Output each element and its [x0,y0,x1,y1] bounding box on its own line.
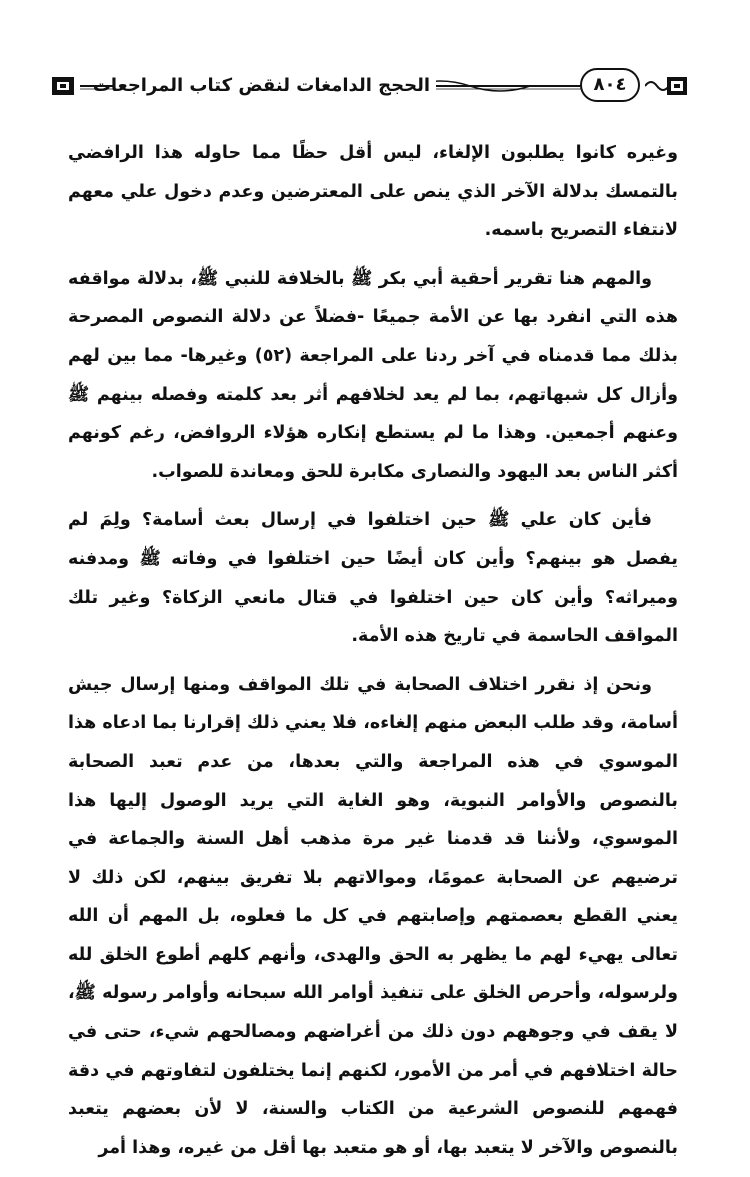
page-body [68,134,678,1177]
paragraph: وغيره كانوا يطلبون الإلغاء، ليس أقل حظًا مما حاوله هذا الرافضي بالتمسك بدلالة الآخر الذي ينص على المعترضين وعدم دخول علي معهم لانتفاء التصريح باسمه. [68,143,678,241]
running-header [50,64,690,108]
paragraph: والمهم هنا تقرير أحقية أبي بكر ﷺ بالخلافة للنبي ﷺ، بدلالة مواقفه هذه التي انفرد بها عن الأمة جميعًا -فضلاً عن دلالة النصوص المصرحة بذلك مما قدمناه في آخر ردنا على المراجعة (٥٢) وغيرها- مما بين لهم وأزال كل شبهاتهم، بما لم يعد لخلافهم أثر بعد كلمته وفصله بينهم ﷺ وعنهم أجمعين. وهذا ما لم يستطع إنكاره هؤلاء الروافض، رغم كونهم أكثر الناس بعد اليهود والنصارى مكابرة للحق ومعاندة للصواب. [68,268,678,482]
right-ornament-icon [645,74,690,98]
paragraph: فأين كان علي ﷺ حين اختلفوا في إرسال بعث أسامة؟ ولِمَ لم يفصل هو بينهم؟ وأين كان أيضًا حين اختلفوا في وفاته ﷺ ومدفنه وميراثه؟ وأين كان حين اختلفوا في قتال مانعي الزكاة؟ وغير تلك المواقف الحاسمة في تاريخ هذه الأمة. [68,510,678,647]
paragraph: ونحن إذ نقرر اختلاف الصحابة في تلك المواقف ومنها إرسال جيش أسامة، وقد طلب البعض منهم إلغاءه، فلا يعني ذلك إقرارنا بما ادعاه هذا الموسوي في هذه المراجعة والتي بعدها، من عدم تعبد الصحابة بالنصوص والأوامر النبوية، وهو الغاية التي يريد الوصول إليها هذا الموسوي، ولأننا قد قدمنا غير مرة مذهب أهل السنة والجماعة في ترضيهم عن الصحابة عمومًا، وموالاتهم بلا تفريق بينهم، لكن ذلك لا يعني القطع بعصمتهم وإصابتهم في كل ما فعلوه، بل المهم أن الله تعالى يهيء لهم ما يظهر به الحق والهدى، وأنهم كلهم أطوع الخلق لله ولرسوله، وأحرص الخلق على تنفيذ أوامر الله سبحانه وأوامر رسوله ﷺ، لا يقف في وجوههم دون ذلك من أغراضهم ومصالحهم شيء، حتى في حالة اختلافهم في أمر من الأمور، لكنهم إنما يختلفون لتفاوتهم في دقة فهمهم للنصوص الشرعية من الكتاب والسنة، لا لأن بعضهم يتعبد بالنصوص والآخر لا يتعبد بها، أو هو متعبد بها أقل من غيره، وهذا أمر [68,674,678,1158]
left-ornament-icon [50,74,80,98]
header-title: الحجج الدامغات لنقض كتاب المراجعات [114,71,436,101]
page-number: ٨٠٤ [580,68,640,102]
